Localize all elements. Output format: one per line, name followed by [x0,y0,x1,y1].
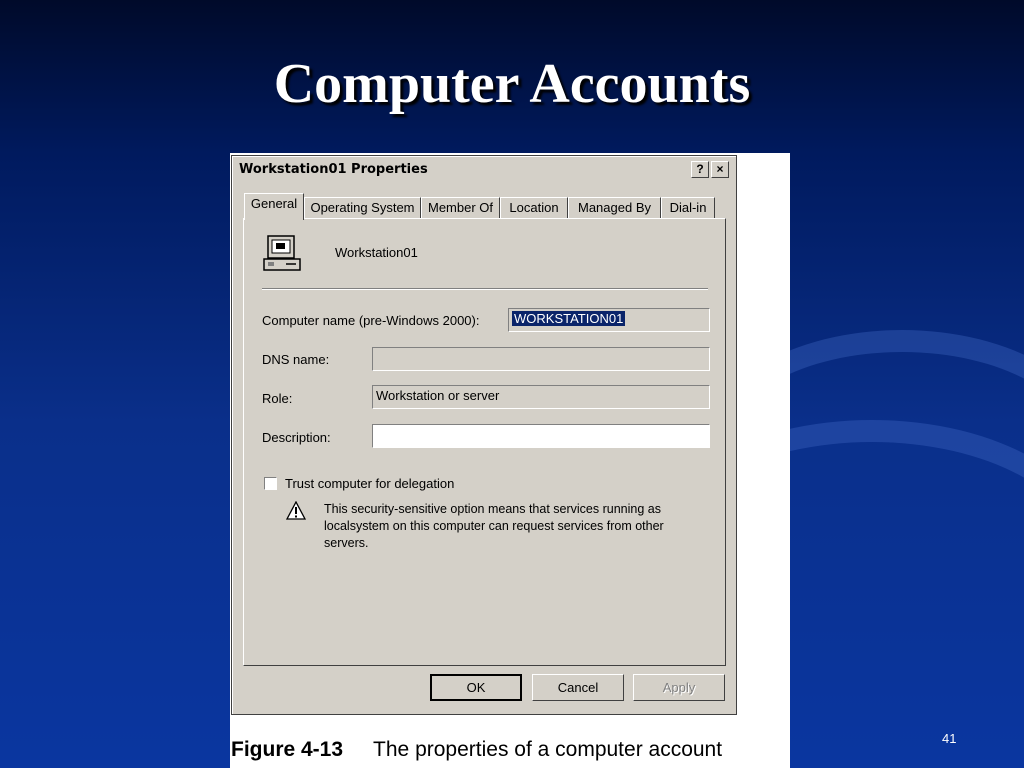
slide-title: Computer Accounts [273,53,751,115]
apply-button[interactable]: Apply [633,674,725,701]
description-label: Description: [262,430,331,445]
divider [262,288,708,290]
tab-operating-system[interactable]: Operating System [304,197,421,219]
cancel-button[interactable]: Cancel [532,674,624,701]
tab-member-of[interactable]: Member Of [421,197,500,219]
figure-caption [231,738,722,762]
role-label: Role: [262,391,293,406]
close-button[interactable]: × [711,161,729,178]
tab-general[interactable]: General [244,193,304,220]
help-button[interactable]: ? [691,161,709,178]
computer-name-value: WORKSTATION01 [514,311,624,326]
delegation-warning-text: This security-sensitive option means that services running as localsystem on this computer can request services from other servers. [324,502,664,550]
dialog-titlebar[interactable] [235,159,733,181]
dialog-title: Workstation01 Properties [239,162,428,177]
figure-caption-text: The properties of a computer account [373,738,723,761]
tab-dial-in[interactable]: Dial-in [661,197,715,219]
dns-name-field[interactable] [372,347,710,371]
trust-delegation-label[interactable]: Trust computer for delegation [285,476,455,491]
figure-label: Figure 4-13 [231,738,344,761]
computer-name-label: Computer name (pre-Windows 2000): [262,313,480,328]
trust-delegation-checkbox[interactable] [264,477,277,490]
tab-managed-by[interactable]: Managed By [568,197,661,219]
computer-display-name: Workstation01 [335,245,418,260]
role-field[interactable]: Workstation or server [372,385,710,409]
properties-dialog [231,155,737,715]
computer-name-field[interactable] [508,308,710,332]
warning-icon [286,501,306,521]
tab-location[interactable]: Location [500,197,568,219]
computer-icon [262,233,304,275]
general-tab-panel [243,218,726,666]
ok-button[interactable]: OK [430,674,522,701]
page-number: 41 [942,731,957,746]
dns-name-label: DNS name: [262,352,330,367]
description-field[interactable] [372,424,710,448]
